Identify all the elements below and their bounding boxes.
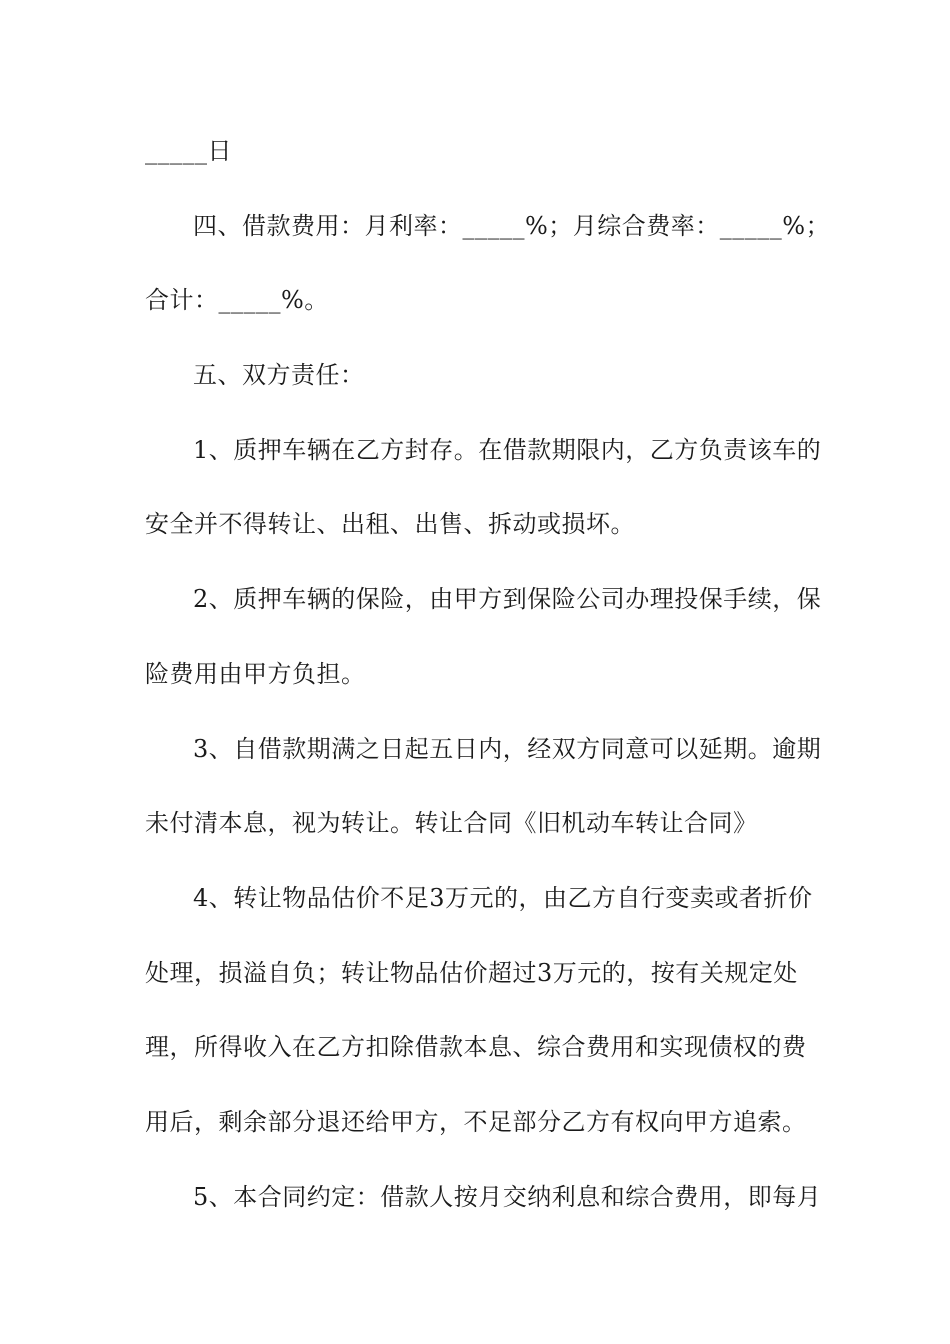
text-line: 险费用由甲方负担。 (145, 660, 366, 688)
text-line: 4、转让物品估价不足3万元的，由乙方自行变卖或者折价 (193, 884, 813, 912)
text-line: 四、借款费用：月利率：_____%；月综合费率：_____%； (193, 212, 831, 240)
text-line: 理，所得收入在乙方扣除借款本息、综合费用和实现债权的费 (145, 1033, 807, 1061)
text-line: 5、本合同约定：借款人按月交纳利息和综合费用，即每月 (193, 1183, 822, 1211)
text-line: 未付清本息，视为转让。转让合同《旧机动车转让合同》 (145, 809, 758, 837)
text-line: 3、自借款期满之日起五日内，经双方同意可以延期。逾期 (193, 735, 822, 763)
text-line: _____日 (145, 137, 232, 165)
text-line: 用后，剩余部分退还给甲方，不足部分乙方有权向甲方追索。 (145, 1108, 807, 1136)
text-line: 合计：_____%。 (145, 286, 329, 314)
text-line: 2、质押车辆的保险，由甲方到保险公司办理投保手续，保 (193, 585, 822, 613)
text-line: 1、质押车辆在乙方封存。在借款期限内，乙方负责该车的 (193, 436, 822, 464)
section-heading: 五、双方责任： (193, 361, 365, 389)
text-line: 安全并不得转让、出租、出售、拆动或损坏。 (145, 510, 635, 538)
text-line: 处理，损溢自负；转让物品估价超过3万元的，按有关规定处 (145, 959, 798, 987)
